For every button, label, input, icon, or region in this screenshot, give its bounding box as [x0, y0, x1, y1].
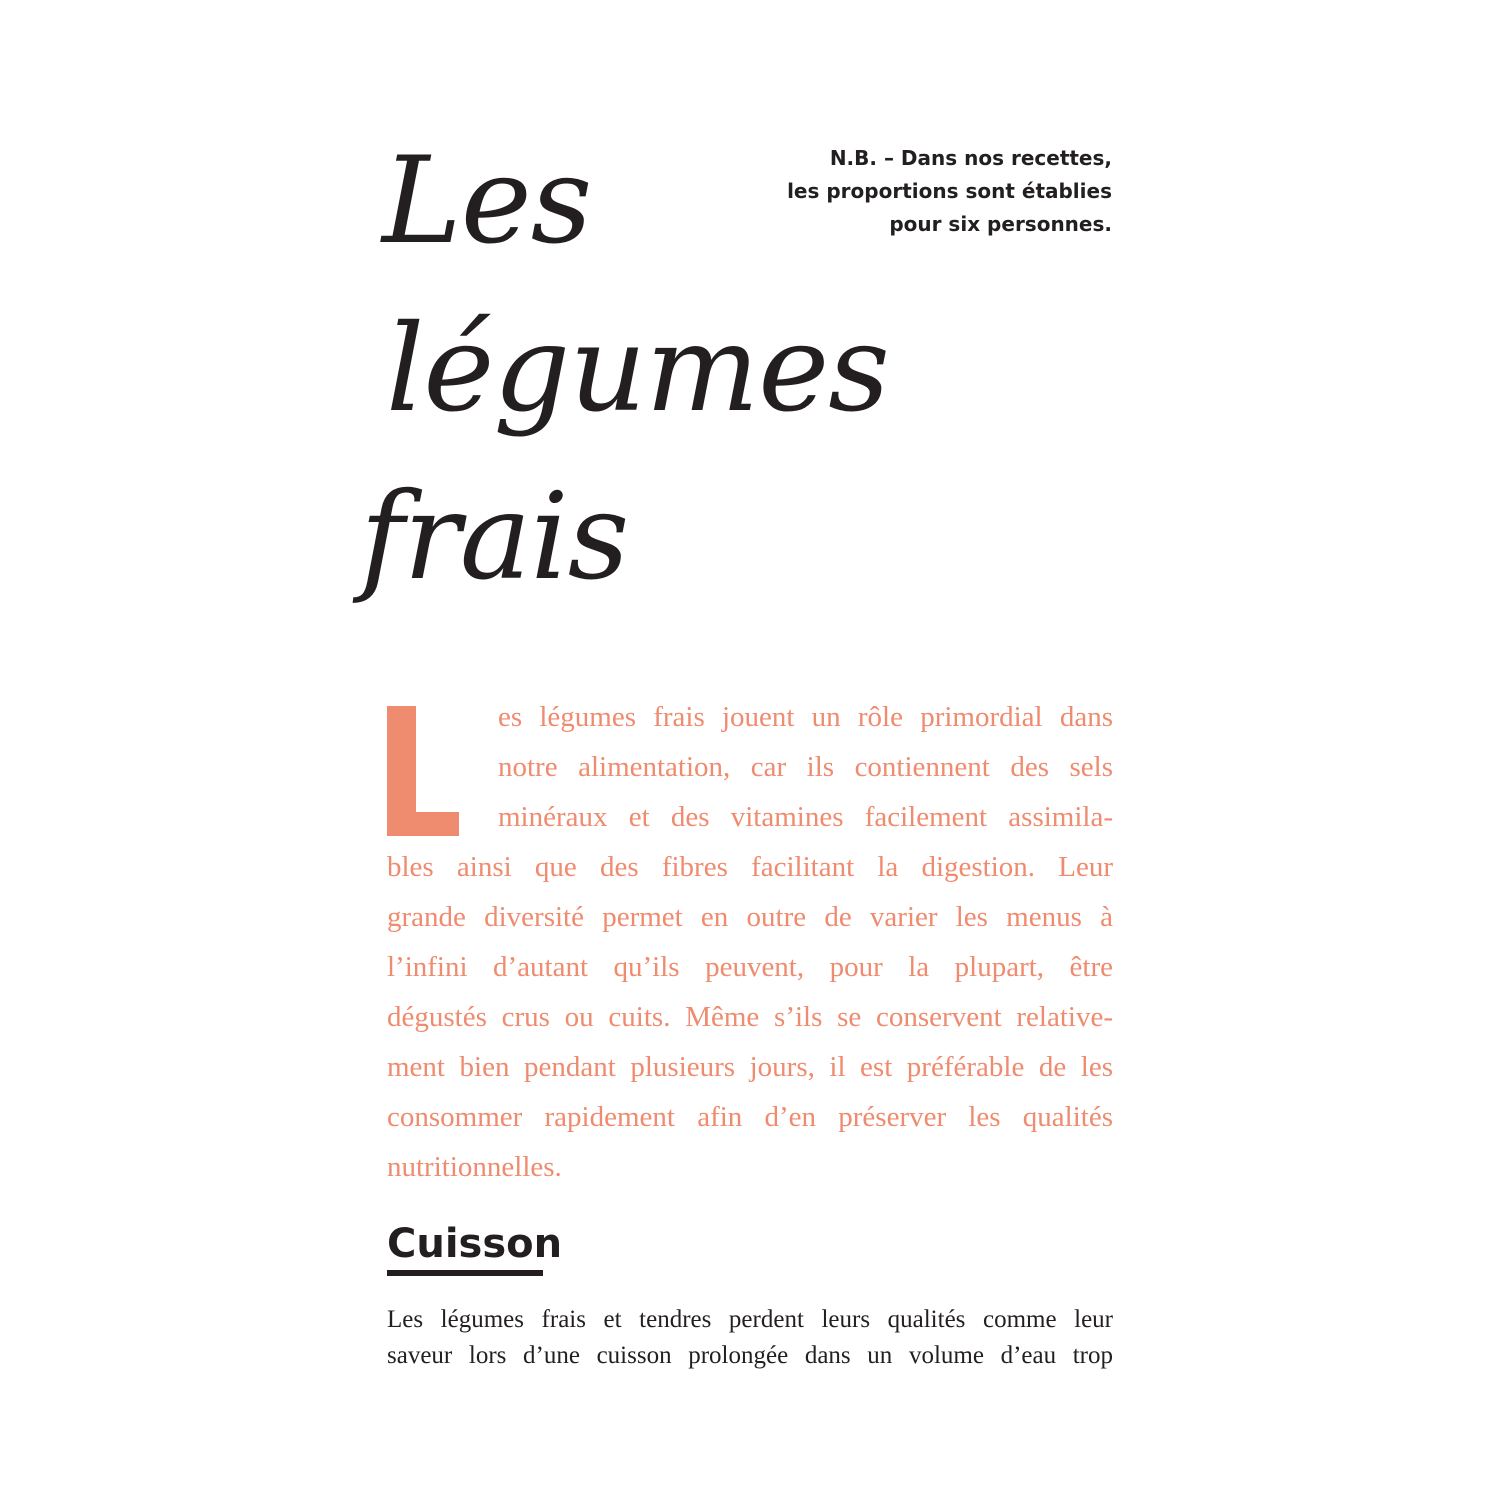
nb-note-line-3: pour six personnes. — [889, 212, 1112, 236]
nb-note-line-1: N.B. – Dans nos recettes, — [829, 146, 1112, 170]
intro-line: grande diversité permet en outre de varier les menus à — [387, 901, 1113, 933]
intro-line: ment bien pendant plusieurs jours, il est préférable de les — [387, 1051, 1113, 1083]
body-line: Les légumes frais et tendres perdent leurs qualités comme leur — [387, 1306, 1113, 1333]
drop-cap-foot — [387, 812, 459, 836]
intro-line: minéraux et des vitamines facilement assimila- — [498, 801, 1113, 833]
section-heading-cuisson: Cuisson — [387, 1221, 563, 1267]
title-line-1: Les — [382, 132, 592, 271]
nb-note — [760, 142, 1112, 241]
title-line-3: frais — [360, 468, 629, 607]
intro-line: notre alimentation, car ils contiennent des sels — [498, 751, 1113, 783]
section-heading-underline — [387, 1270, 543, 1276]
cuisson-paragraph — [387, 1302, 1113, 1374]
body-line: saveur lors d’une cuisson prolongée dans un volume d’eau trop — [387, 1342, 1113, 1369]
nb-note-line-2: les proportions sont établies — [787, 179, 1112, 203]
intro-line: consommer rapidement afin d’en préserver les qualités — [387, 1101, 1113, 1133]
drop-cap-letter — [387, 706, 459, 836]
intro-line: es légumes frais jouent un rôle primordial dans — [498, 701, 1113, 733]
intro-paragraph — [387, 692, 1113, 1192]
title-line-2: légumes — [386, 300, 889, 439]
intro-line: bles ainsi que des fibres facilitant la digestion. Leur — [387, 851, 1113, 883]
intro-line: l’infini d’autant qu’ils peuvent, pour la plupart, être — [387, 951, 1113, 983]
intro-line: dégustés crus ou cuits. Même s’ils se conservent relative- — [387, 1001, 1113, 1033]
intro-line: nutritionnelles. — [387, 1151, 562, 1183]
